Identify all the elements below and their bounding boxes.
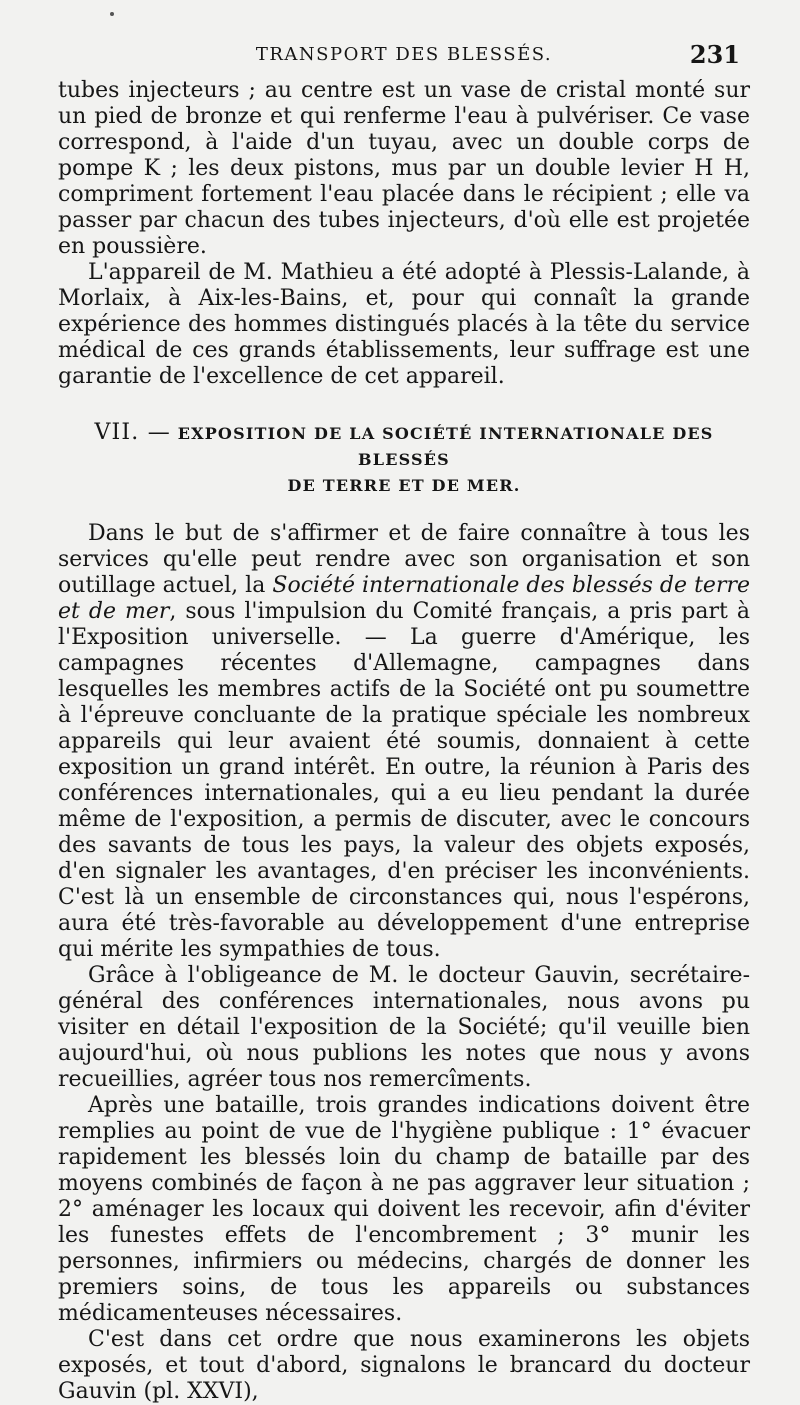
page-header	[58, 40, 750, 74]
print-speck	[110, 12, 114, 16]
paragraph-6: C'est dans cet ordre que nous examinerons les objets exposés, et tout d'abord, signalons le brancard du docteur Gauvin (pl. XXVI),	[58, 1327, 750, 1404]
paragraph-3-start: Dans le but de s'affirmer et de faire connaître à tous les services qu'elle peut rendre avec son organisation et son outillage actuel, la	[58, 521, 750, 598]
paragraph-3-rest: , sous l'impulsion du Comité français, a pris part à l'Exposition universelle. — La guerre d'Amérique, les campagnes récentes d'Allemagne, campagnes dans lesquelles les membres actifs de la Société ont pu soumettre à l'épreuve concluante de la pratique spéciale les nombreux appareils qui leur avaient été soumis, donnaient à cette exposition un grand intérêt. En outre, la réunion à Paris des conférences internationales, qui a eu lieu pendant la durée même de l'exposition, a permis de discuter, avec le concours des savants de tous les pays, la valeur des objets exposés, d'en signaler les avantages, d'en préciser les inconvénients. C'est là un ensemble de circonstances qui, nous l'espérons, aura été très-favorable au développement d'une entreprise qui mérite les sympathies de tous.	[58, 599, 750, 962]
page-body	[58, 78, 750, 1405]
paragraph-1: tubes injecteurs ; au centre est un vase de cristal monté sur un pied de bronze et qui renferme l'eau à pulvériser. Ce vase correspond, à l'aide d'un tuyau, avec un double corps de pompe K ; les deux pistons, mus par un double levier H H, compriment fortement l'eau placée dans le récipient ; elle va passer par chacun des tubes injecteurs, d'où elle est projetée en poussière.	[58, 78, 750, 259]
paragraph-3	[58, 521, 750, 963]
paragraph-5: Après une bataille, trois grandes indications doivent être remplies au point de vue de l'hygiène publique : 1° évacuer rapidement les blessés loin du champ de bataille par des moyens combinés de façon à ne pas aggraver leur situation ; 2° aménager les locaux qui doivent les recevoir, afin d'éviter les funestes effets de l'encombrement ; 3° munir les personnes, infirmiers ou médecins, chargés de donner les premiers soins, de tous les appareils ou substances médicamenteuses nécessaires.	[58, 1093, 750, 1326]
section-title-line-2: DE TERRE ET DE MER.	[287, 476, 521, 495]
paragraph-4: Grâce à l'obligeance de M. le docteur Gauvin, secrétaire-général des conférences internationales, nous avons pu visiter en détail l'exposition de la Société; qu'il veuille bien aujourd'hui, où nous publions les notes que nous y avons recueillies, agréer tous nos remercîments.	[58, 963, 750, 1092]
section-heading	[58, 420, 750, 499]
society-name-italic: Société internationale des blessés de terre et de mer	[58, 573, 750, 624]
running-title: TRANSPORT DES BLESSÉS.	[255, 44, 553, 65]
paragraph-2: L'appareil de M. Mathieu a été adopté à Plessis-Lalande, à Morlaix, à Aix-les-Bains, et, pour qui connaît la grande expérience des hommes distingués placés à la tête du service médical de ces grands établissements, leur suffrage est une garantie de l'excellence de cet appareil.	[58, 260, 750, 389]
page-number: 231	[689, 40, 740, 69]
section-title-line-1: EXPOSITION DE LA SOCIÉTÉ INTERNATIONALE DES BLESSÉS	[177, 424, 714, 469]
section-number: VII. —	[94, 420, 171, 445]
